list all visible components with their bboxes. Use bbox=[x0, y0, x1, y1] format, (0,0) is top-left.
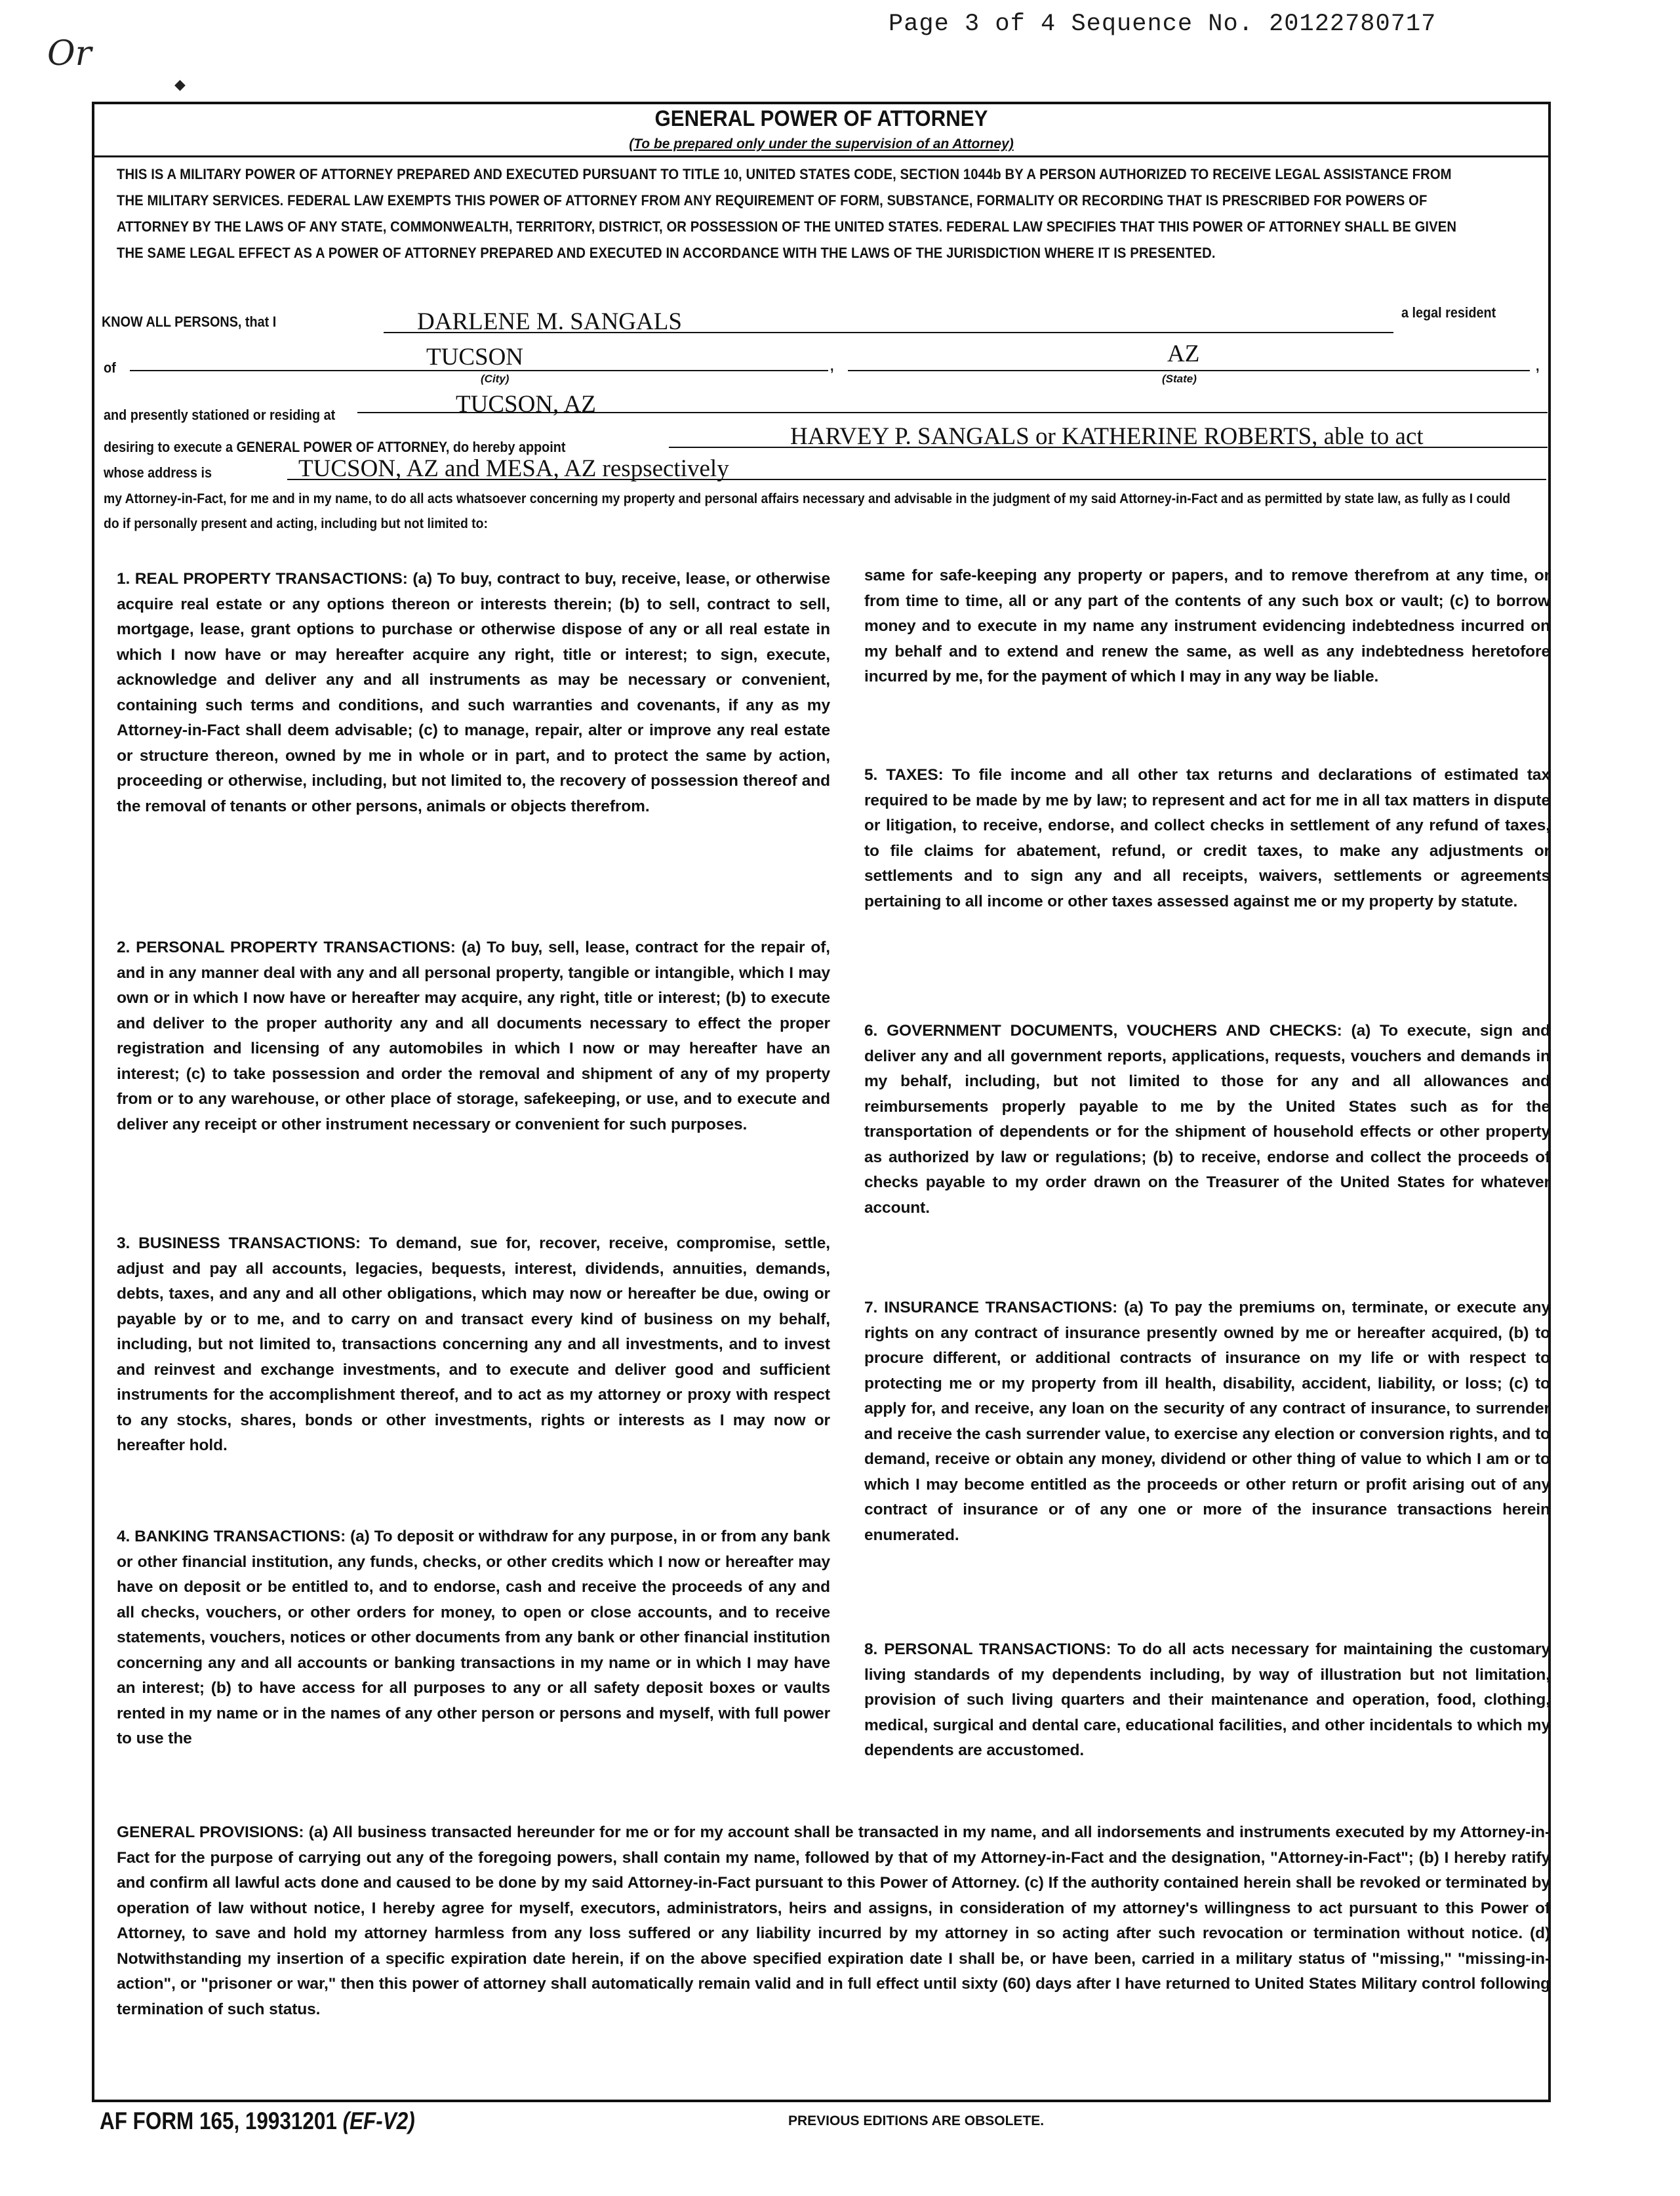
page-sequence-header: Page 3 of 4 Sequence No. 20122780717 bbox=[889, 10, 1437, 38]
section-banking bbox=[117, 1524, 830, 1752]
form-identifier bbox=[100, 2107, 415, 2135]
comma-separator: , bbox=[830, 357, 834, 374]
section-2-body: (a) To buy, sell, lease, contract for the repair of, and in any manner deal with any and all personal property, tangible or intangible, which I may own or in which I now have or hereafter may acquire, any right, title or interest; (b) to execute and deliver to the proper authority any and all documents necessary to effect the proper registration and licensing of any automobiles in which I now or may hereafter have an interest; (c) to take possession and order the removal and shipment of any of my property from or to any warehouse, or other place of storage, safekeeping, or use, and to execute and deliver any receipt or other instrument necessary or convenient for such purposes. bbox=[117, 939, 831, 1133]
title-divider bbox=[94, 155, 1548, 157]
section-6-body: (a) To execute, sign and deliver any and all government reports, applications, requests, vouchers and demands in my behalf, including, but not limited to those for any and all allowances and reimbursements properly payable to me by the United States such as for the transportation of dependents or for the shipment of household effects or other property as authorized by law or regulations; (b) to receive, endorse and collect the proceeds of checks payable to my order drawn on the Treasurer of the United States for whatever account. bbox=[864, 1022, 1550, 1217]
form-version: (EF-V2) bbox=[342, 2107, 415, 2134]
address-label: whose address is bbox=[104, 464, 212, 481]
form-id: AF FORM 165, 19931201 bbox=[100, 2107, 337, 2134]
stationed-label: and presently stationed or residing at bbox=[104, 407, 336, 423]
stray-mark: ◆ bbox=[174, 76, 186, 92]
section-8-body: To do all acts necessary for maintaining the customary living standards of my dependents including, by way of illustration but not limitation, provision of such living quarters and their maintenance and operation, food, clothing, medical, surgical and dental care, educational facilities, and other incidentals to which my dependents are accustomed. bbox=[864, 1640, 1550, 1759]
section-general-provisions bbox=[117, 1820, 1550, 2022]
of-label: of bbox=[104, 359, 116, 376]
preamble-text: THIS IS A MILITARY POWER OF ATTORNEY PREPARED AND EXECUTED PURSUANT TO TITLE 10, UNITED STATES CODE, SECTION 1044b BY A PERSON AUTHORIZED TO RECEIVE LEGAL ASSISTANCE FROM THE MILITARY SERVICES. FEDERAL LAW EXEMPTS THIS POWER OF ATTORNEY FROM ANY REQUIREMENT OF FORM, SUBSTANCE, FORMALITY OR RECORDING THAT IS PRESCRIBED FOR POWERS OF ATTORNEY BY THE LAWS OF ANY STATE, COMMONWEALTH, TERRITORY, DISTRICT, OR POSSESSION OF THE UNITED STATES. FEDERAL LAW SPECIFIES THAT THIS POWER OF ATTORNEY SHALL BE GIVEN THE SAME LEGAL EFFECT AS A POWER OF ATTORNEY PREPARED AND EXECUTED IN ACCORDANCE WITH THE LAWS OF THE JURISDICTION WHERE IT IS PRESENTED. bbox=[117, 166, 1457, 261]
section-6-heading: 6. GOVERNMENT DOCUMENTS, VOUCHERS AND CHECKS: bbox=[864, 1022, 1342, 1040]
form-title: GENERAL POWER OF ATTORNEY bbox=[654, 106, 988, 131]
section-real-property bbox=[117, 567, 830, 819]
section-3-body: To demand, sue for, recover, receive, compromise, settle, adjust and pay all accounts, legacies, bequests, interest, dividends, annuities, demands, debts, taxes, and any and all other obligations, which may now or hereafter be due, owing or payable by or to me, and to carry on and transact every kind of business on my behalf, including, but not limited to, transactions concerning any and all investments, and to invest and reinvest and exchange investments, and to execute and deliver good and sufficient instruments for the accomplishment thereof, and to act as my attorney or proxy with respect to any stocks, shares, bonds or other investments, rights or interests as I may now or hereafter hold. bbox=[117, 1234, 830, 1454]
city-field[interactable]: TUCSON bbox=[426, 344, 524, 371]
state-sublabel: (State) bbox=[1162, 373, 1197, 385]
section-3-heading: 3. BUSINESS TRANSACTIONS: bbox=[117, 1234, 361, 1252]
city-sublabel: (City) bbox=[481, 373, 510, 385]
section-banking-continued: same for safe-keeping any property or papers, and to remove therefrom at any time, or from time to time, all or any part of the contents of any such box or vault; (c) to borrow money and to execute in my name any instrument evidencing indebtedness incurred on my behalf and to extend and renew the same, as well as any indebtedness heretofore incurred by me, for the payment of which I may in any way be liable. bbox=[864, 567, 1550, 685]
intro-text: my Attorney-in-Fact, for me and in my name, to do all acts whatsoever concerning my property and personal affairs necessary and advisable in the judgment of my said Attorney-in-Fact and as permitted by state law, as fully as I could do if personally present and acting, including but not limited to: bbox=[104, 491, 1511, 531]
section-business bbox=[117, 1231, 830, 1459]
section-7-body: (a) To pay the premiums on, terminate, or execute any rights on any contract of insurance presently owned by me or hereafter acquired, (b) to procure different, or additional contracts of insurance on my life or with respect to protecting me or my property from ill health, disability, accident, liability, or loss; (c) to apply for, and receive, any loan on the security of any contract of insurance, to surrender and receive the cash surrender value, to exercise any election or conversion rights, and to demand, receive or obtain any money, dividend or other thing of value to which I am or to which I may become entitled as the proceeds or other return or profit arising out of any contract of insurance or of any one or more of the insurance transactions herein enumerated. bbox=[864, 1299, 1550, 1544]
section-4-heading: 4. BANKING TRANSACTIONS: bbox=[117, 1528, 346, 1545]
form-subtitle: (To be prepared only under the supervision of an Attorney) bbox=[629, 136, 1014, 152]
legal-resident-label: a legal resident bbox=[1401, 304, 1496, 321]
section-5-body: To file income and all other tax returns and declarations of estimated tax required to be made by me by law; to represent and act for me in all tax matters in dispute or litigation, to receive, endorse, and collect checks in settlement of any refund of taxes, to file claims for abatement, refund, or credit taxes, to make any adjustments or settlements and to sign any and all receipts, waivers, settlements or agreements pertaining to all income or other taxes assessed against me or my property by statute. bbox=[864, 766, 1550, 910]
comma-separator-end: , bbox=[1536, 357, 1540, 374]
attorney-address-field[interactable]: TUCSON, AZ and MESA, AZ respsectively bbox=[298, 455, 729, 482]
section-4-body: (a) To deposit or withdraw for any purpose, in or from any bank or other financial institution, any funds, checks, or other credits which I now or hereafter may have on deposit or be entitled to, and to endorse, cash and receive the proceeds of any and all checks, vouchers, or other orders for money, to open or close accounts, and to receive statements, vouchers, notices or other documents from any bank or other financial institution concerning any and all accounts or banking transactions in my name or in which I may have an interest; (b) to have access for all purposes to any or all safety deposit boxes or vaults rented in my name or in the names of any other person or persons and myself, with full power to use the bbox=[117, 1528, 830, 1747]
grantor-name-field[interactable]: DARLENE M. SANGALS bbox=[417, 308, 682, 335]
general-provisions-heading: GENERAL PROVISIONS: bbox=[117, 1823, 304, 1841]
attorney-names-field[interactable]: HARVEY P. SANGALS or KATHERINE ROBERTS, able to act bbox=[790, 423, 1424, 450]
appoint-label: desiring to execute a GENERAL POWER OF ATTORNEY, do hereby appoint bbox=[104, 439, 566, 455]
know-all-label: KNOW ALL PERSONS, that I bbox=[102, 314, 277, 330]
section-8-heading: 8. PERSONAL TRANSACTIONS: bbox=[864, 1640, 1111, 1658]
state-field[interactable]: AZ bbox=[1167, 340, 1200, 367]
section-taxes bbox=[864, 763, 1550, 914]
section-2-heading: 2. PERSONAL PROPERTY TRANSACTIONS: bbox=[117, 939, 456, 956]
state-line bbox=[848, 370, 1530, 371]
section-government-documents bbox=[864, 1019, 1550, 1221]
section-insurance bbox=[864, 1295, 1550, 1548]
section-personal-transactions bbox=[864, 1637, 1550, 1764]
stationed-field[interactable]: TUCSON, AZ bbox=[456, 391, 596, 418]
handwritten-mark: Or bbox=[47, 34, 92, 73]
obsolete-note: PREVIOUS EDITIONS ARE OBSOLETE. bbox=[788, 2113, 1045, 2128]
section-7-heading: 7. INSURANCE TRANSACTIONS: bbox=[864, 1299, 1118, 1316]
section-1-heading: 1. REAL PROPERTY TRANSACTIONS: bbox=[117, 570, 408, 588]
section-1-body: (a) To buy, contract to buy, receive, lease, or otherwise acquire real estate or any options thereon or interests therein; (b) to sell, contract to sell, mortgage, lease, grant options to purchase or otherwise dispose of any or all real estate in which I now have or may hereafter acquire any right, title or interest; to sign, execute, acknowledge and deliver any and all instruments as may be necessary or convenient, containing such terms and conditions, and such warranties and covenants, if any as my Attorney-in-Fact shall deem advisable; (c) to manage, repair, alter or improve any real estate or structure thereon, owned by me in whole or in part, and to protect the same by action, proceeding or otherwise, including, but not limited to, the recovery of possession thereof and the removal of tenants or other persons, animals or objects therefrom. bbox=[117, 570, 830, 815]
section-5-heading: 5. TAXES: bbox=[864, 766, 944, 784]
general-provisions-body: (a) All business transacted hereunder for me or for my account shall be transacted in my name, and all indorsements and instruments executed by my Attorney-in-Fact for the purpose of carrying out any of the foregoing powers, shall contain my name, followed by that of my Attorney-in-Fact and the designation, "Attorney-in-Fact"; (b) I hereby ratify and confirm all lawful acts done and caused to be done by my said Attorney-in-Fact pursuant to this Power of Attorney. (c) If the authority contained herein shall be revoked or terminated by operation of law without notice, I hereby agree for myself, executors, administrators, heirs and assigns, in consideration of my attorney's willingness to act pursuant to this Power of Attorney, to save and hold my attorney harmless from any loss suffered or any liability incurred by my attorney in so acting after such revocation or termination without notice. (d) Notwithstanding my insertion of a specific expiration date herein, if on the above specified expiration date I shall be, or have been, carried in a military status of "missing," "missing-in-action", or "prisoner or war," then this power of attorney shall automatically remain valid and in full effect until sixty (60) days after I have returned to United States Military control following termination of such status. bbox=[117, 1823, 1550, 2018]
section-personal-property bbox=[117, 935, 830, 1137]
